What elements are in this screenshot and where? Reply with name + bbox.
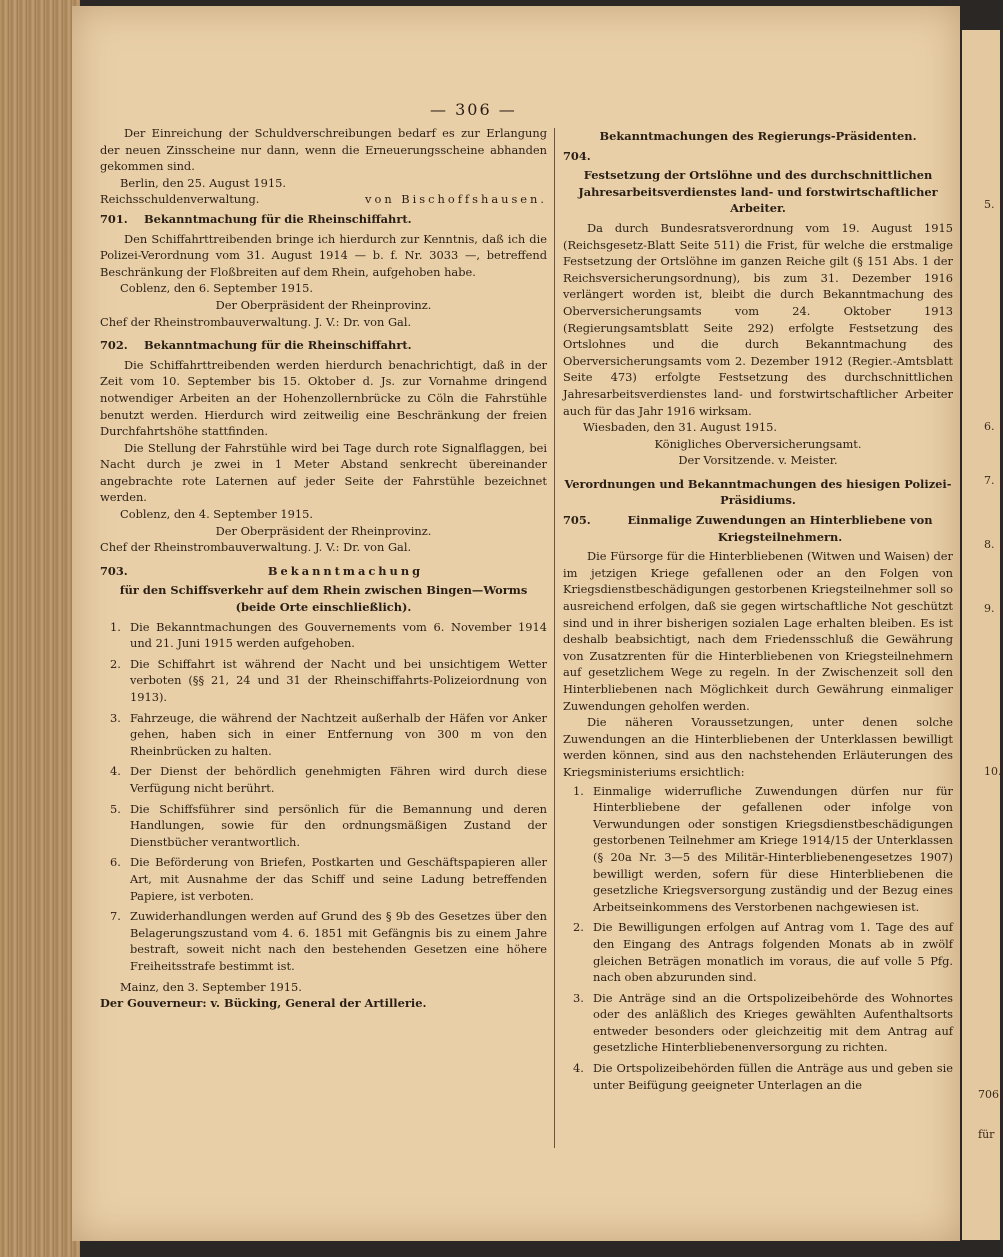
dateline: Coblenz, den 4. September 1915. <box>120 507 313 522</box>
notice-text: Die näheren Voraussetzungen, unter denen solche Zuwendungen an die Hinterbliebenen der Unterklassen bewilligt werden können, sind aus den nachstehenden Erläuterungen des Kriegsministeriums ersichtlich: <box>563 715 953 779</box>
notice-subtitle: für den Schiffsverkehr auf dem Rhein zwischen Bingen—Worms (beide Orte einschließlich). <box>119 583 528 615</box>
margin-number: 706. <box>978 1088 1003 1101</box>
notice-title: Festsetzung der Ortslöhne und des durchschnittlichen Jahresarbeitsverdienstes land- und forstwirtschaftlicher Arbeiter. <box>578 168 938 216</box>
list-item: 4. Der Dienst der behördlich genehmigten Fähren wird durch diese Verfügung nicht berührt. <box>110 764 547 795</box>
list-item: 2. Die Schiffahrt ist während der Nacht und bei unsichtigem Wetter verboten (§§ 21, 24 und 31 der Rheinschiffahrts-Polizeiordnung von 1913). <box>110 656 547 704</box>
signature-line: Chef der Rheinstrombauverwaltung. J. V.: Dr. von Gal. <box>100 314 412 329</box>
section-heading: Verordnungen und Bekanntmachungen des hiesigen Polizei-Präsidiums. <box>564 476 952 508</box>
signature-line: Chef der Rheinstrombauverwaltung. J. V.: Dr. von Gal. <box>100 540 412 555</box>
margin-number: 8. <box>984 538 995 551</box>
signature-line <box>100 191 547 208</box>
notice-heading <box>563 512 953 545</box>
notice-text: Die Stellung der Fahrstühle wird bei Tage durch rote Signalflaggen, bei Nacht durch je zwei in 1 Meter Abstand senkrecht übereinander angebrachte rote Laternen auf jeder Seite der Fahrstühle bezeichnet werden. <box>100 440 547 505</box>
notice-heading <box>563 148 953 165</box>
dateline: Berlin, den 25. August 1915. <box>120 175 286 190</box>
left-column <box>100 125 547 1012</box>
section-heading: Bekanntmachungen des Regierungs-Präsidenten. <box>599 129 917 143</box>
margin-number: 9. <box>984 602 995 615</box>
page-number: — 306 — <box>430 100 517 119</box>
book-edge <box>0 0 80 1257</box>
notice-title: Einmalige Zuwendungen an Hinterbliebene von Kriegsteilnehmern. <box>627 513 933 544</box>
list-item: 1. Einmalige widerrufliche Zuwendungen dürfen nur für Hinterbliebene der gefallenen oder infolge von Verwundungen oder sonstigen Kriegsdienstbeschädigungen gestorbenen Teilnehmer am Kriege 1914/15 der Unterklassen (§ 20a Nr. 3—5 des Militär-Hinterbliebenengesetzes 1907) bewilligt werden, sofern für diese Hinterbliebenen die gesetzliche Kriegsversorgung zuständig und der Bezug eines Arbeitseinkommens des Verstorbenen nachgewiesen ist. <box>573 783 953 914</box>
margin-number: 10. <box>984 765 1002 778</box>
notice-heading <box>100 337 547 354</box>
intro-text: Der Einreichung der Schuldverschreibungen bedarf es zur Erlangung der neuen Zinsscheine nur dann, wenn die Erneuerungsscheine abhanden gekommen sind. <box>100 126 547 174</box>
dateline: Mainz, den 3. September 1915. <box>120 979 302 994</box>
list-item: 2. Die Bewilligungen erfolgen auf Antrag vom 1. Tage des auf den Eingang des Antrags folgenden Monats ab in zwölf gleichen Beträgen monatlich im voraus, die auf volle 5 Pfg. nach oben abzurunden sind. <box>573 920 953 985</box>
dateline: Wiesbaden, den 31. August 1915. <box>583 420 777 435</box>
adjacent-page-edge <box>962 30 1003 1240</box>
notice-text: Den Schiffahrttreibenden bringe ich hierdurch zur Kenntnis, daß ich die Polizei-Verordnung vom 31. August 1914 — b. f. Nr. 3033 —, betreffend Beschränkung der Floßbreiten auf dem Rhein, aufgehoben habe. <box>100 231 547 279</box>
list-item: 3. Die Anträge sind an die Ortspolizeibehörde des Wohnortes oder des anläßlich des Krieges gewählten Aufenthaltsorts entweder besonders oder gleichzeitig mit dem Antrag auf gesetzliche Hinterbliebenenversorgung zu richten. <box>573 990 953 1055</box>
notice-title: Bekanntmachung für die Rheinschiffahrt. <box>144 338 412 353</box>
list-item: 7. Zuwiderhandlungen werden auf Grund des § 9b des Gesetzes über den Belagerungszustand vom 4. 6. 1851 mit Gefängnis bis zu einem Jahre bestraft, soweit nicht nach den bestehenden Gesetzen eine höhere Freiheitsstrafe bestimmt ist. <box>110 909 547 973</box>
authority: Reichsschuldenverwaltung. <box>100 192 260 207</box>
margin-number: 6. <box>984 420 995 433</box>
notice-number: 705. <box>563 513 591 528</box>
list-item: 6. Die Beförderung von Briefen, Postkarten und Geschäftspapieren aller Art, mit Ausnahme der das Schiff und seine Ladung betreffenden Papiere, ist verboten. <box>110 855 547 903</box>
notice-number: 704. <box>563 148 591 163</box>
list-item: 5. Die Schiffsführer sind persönlich für die Bemannung und deren Handlungen, sowie für den ordnungsmäßigen Zustand der Dienstbücher verantwortlich. <box>110 801 547 849</box>
signature-line: Königliches Oberversicherungsamt. <box>654 436 862 451</box>
margin-number: für <box>978 1128 995 1141</box>
list-item: 4. Die Ortspolizeibehörden füllen die Anträge aus und geben sie unter Beifügung geeigneter Unterlagen an die <box>573 1061 953 1092</box>
list-item: 1. Die Bekanntmachungen des Gouvernements vom 6. November 1914 und 21. Juni 1915 werden aufgehoben. <box>110 619 547 651</box>
column-divider <box>554 128 555 1148</box>
signature-line: Der Oberpräsident der Rheinprovinz. <box>215 523 432 538</box>
notice-number: 702. <box>100 338 128 353</box>
signatory: von Bischoffshausen. <box>365 192 547 207</box>
notice-title: Bekanntmachung für die Rheinschiffahrt. <box>144 211 412 226</box>
dateline: Coblenz, den 6. September 1915. <box>120 281 313 296</box>
list-item: 3. Fahrzeuge, die während der Nachtzeit außerhalb der Häfen vor Anker gehen, haben sich in einer Entfernung von 300 m von den Rheinbrücken zu halten. <box>110 710 547 758</box>
notice-text: Die Schiffahrttreibenden werden hierdurch benachrichtigt, daß in der Zeit vom 10. September bis 15. Oktober d. Js. zur Vornahme dringend notwendiger Arbeiten an der Hohenzollernbrücke zu Cöln die Fahrstühle benutzt werden. Hierdurch wird zeitweilig eine Beschränkung der freien Durchfahrtshöhe stattfinden. <box>100 357 547 439</box>
right-column <box>563 125 953 1097</box>
margin-number: 7. <box>984 474 995 487</box>
notice-text: Die Fürsorge für die Hinterbliebenen (Witwen und Waisen) der im jetzigen Kriege gefallenen oder an den Folgen von Kriegsdienstbeschädigungen gestorbenen Kriegsteilnehmer soll so ausreichend erfolgen, daß sie gegen wirtschaftliche Not geschützt sind und in ihrer bisherigen sozialen Lage erhalten bleiben. Es ist deshalb beabsichtigt, nach dem Friedensschluß die Gewährung von Zusatzrenten für die Hinterbliebenen von Kriegsteilnehmern auf gesetzlichem Wege zu regeln. In der Zwischenzeit soll den Hinterbliebenen nach Möglichkeit durch Gewährung einmaliger Zuwendungen geholfen werden. <box>563 549 953 713</box>
margin-number: 5. <box>984 198 995 211</box>
signature-line: Der Vorsitzende. v. Meister. <box>678 453 838 468</box>
signature-line: Der Oberpräsident der Rheinprovinz. <box>215 297 432 312</box>
notice-heading <box>100 563 547 580</box>
notice-number: 701. <box>100 211 128 226</box>
signature-line: Der Gouverneur: v. Bücking, General der Artillerie. <box>100 996 427 1011</box>
notice-title: Bekanntmachung <box>267 563 424 578</box>
notice-heading <box>100 211 547 228</box>
notice-number: 703. <box>100 563 128 578</box>
notice-text: Da durch Bundesratsverordnung vom 19. August 1915 (Reichsgesetz-Blatt Seite 511) die Frist, für welche die erstmalige Festsetzung der Ortslöhne im ganzen Reiche gilt (§ 151 Abs. 1 der Reichsversicherungsordnung), bis zum 31. Dezember 1916 verlängert worden ist, bleibt die durch Bekanntmachung des Oberversicherungsamts vom 24. Oktober 1913 (Regierungsamtsblatt Seite 292) erfolgte Festsetzung des Ortslohnes und die durch Bekanntmachung des Oberversicherungsamts vom 2. Dezember 1912 (Regier.-Amtsblatt Seite 473) erfolgte Festsetzung des durchschnittlichen Jahresarbeitsverdienstes land- und forstwirtschaftlicher Arbeiter auch für das Jahr 1916 wirksam. <box>563 220 953 418</box>
